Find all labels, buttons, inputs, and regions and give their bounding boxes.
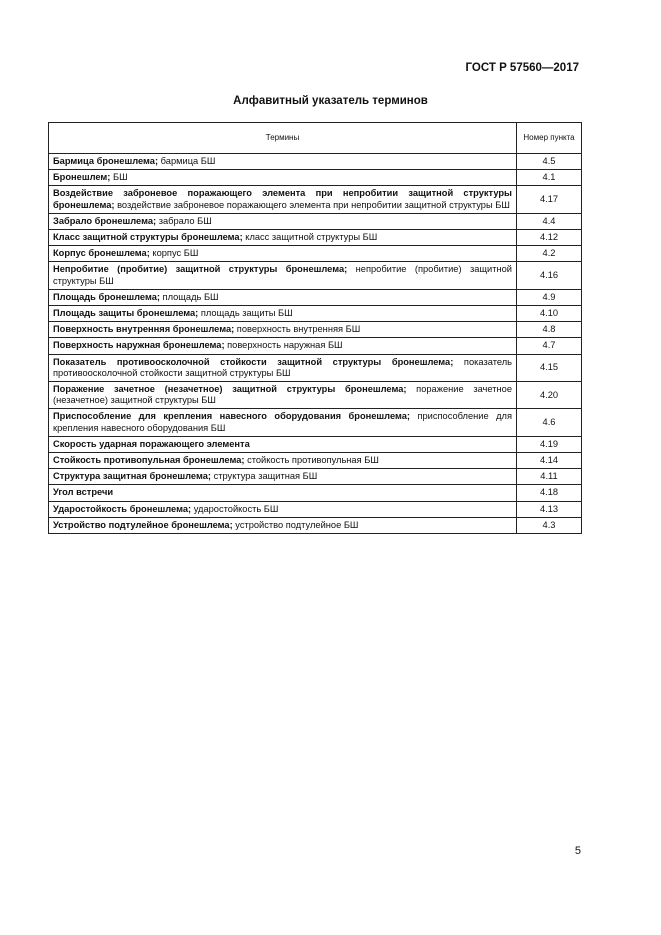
term-name: Бронешлем; (53, 172, 111, 183)
term-name: Непробитие (пробитие) защитной структуры бронешлема; (53, 264, 348, 275)
term-name: Угол встречи (53, 487, 114, 498)
term-cell (49, 354, 517, 381)
term-abbrev: поверхность внутренняя БШ (234, 324, 361, 335)
table-row (49, 154, 582, 170)
term-cell (49, 485, 517, 501)
term-abbrev: класс защитной структуры БШ (242, 232, 378, 243)
term-name: Приспособление для крепления навесного оборудования бронешлема; (53, 411, 411, 422)
term-name: Поверхность наружная бронешлема; (53, 340, 225, 351)
term-abbrev: поверхность наружная БШ (224, 340, 343, 351)
table-row (49, 262, 582, 289)
term-abbrev: корпус БШ (149, 248, 199, 259)
table-row (49, 354, 582, 381)
table-row (49, 517, 582, 533)
item-number: 4.7 (517, 338, 582, 354)
item-number: 4.10 (517, 306, 582, 322)
term-cell (49, 289, 517, 305)
term-cell (49, 469, 517, 485)
term-cell (49, 338, 517, 354)
term-cell (49, 453, 517, 469)
term-name: Скорость ударная поражающего элемента (53, 438, 250, 449)
table-row (49, 485, 582, 501)
term-cell (49, 262, 517, 289)
term-cell (49, 382, 517, 409)
item-number: 4.15 (517, 354, 582, 381)
term-abbrev: воздействие заброневое поражающего элемента при непробитии защитной структуры БШ (114, 199, 510, 210)
term-name: Бармица бронешлема; (53, 156, 159, 166)
term-abbrev: БШ (110, 172, 128, 183)
item-number: 4.4 (517, 213, 582, 229)
term-name: Ударостойкость бронешлема; (53, 503, 192, 514)
table-row (49, 453, 582, 469)
table-row (49, 289, 582, 305)
table-row (49, 170, 582, 186)
table-row (49, 436, 582, 452)
term-name: Забрало бронешлема; (53, 215, 157, 226)
item-number: 4.18 (517, 485, 582, 501)
item-number: 4.5 (517, 154, 582, 170)
table-row (49, 230, 582, 246)
term-cell (49, 213, 517, 229)
term-abbrev: площадь БШ (159, 291, 219, 302)
page-number: 5 (574, 845, 581, 857)
term-name: Площадь защиты бронешлема; (53, 308, 199, 319)
item-number: 4.2 (517, 246, 582, 262)
document-code: ГОСТ Р 57560—2017 (465, 62, 579, 74)
term-cell (49, 306, 517, 322)
table-row (49, 338, 582, 354)
header-number: Номер пункта (517, 123, 582, 154)
item-number: 4.9 (517, 289, 582, 305)
table-row (49, 213, 582, 229)
table-row (49, 246, 582, 262)
term-cell (49, 186, 517, 213)
term-abbrev: приспособление для крепления навесного оборудования БШ (53, 411, 512, 433)
term-name: Поражение зачетное (незачетное) защитной структуры бронешлема; (53, 384, 407, 395)
term-name: Структура защитная бронешлема; (53, 471, 211, 482)
term-name: Поверхность внутренняя бронешлема; (53, 324, 235, 335)
term-abbrev: показатель противоосколочной стойкости защитной структуры БШ (53, 356, 512, 378)
term-abbrev: поражение зачетное (незачетное) защитной структуры БШ (53, 384, 512, 406)
item-number: 4.12 (517, 230, 582, 246)
item-number: 4.6 (517, 409, 582, 436)
term-abbrev: устройство подтулейное БШ (232, 519, 359, 530)
term-name: Корпус бронешлема; (53, 248, 150, 259)
term-abbrev: непробитие (пробитие) защитной структуры БШ (53, 264, 513, 286)
term-name: Устройство подтулейное бронешлема; (53, 519, 233, 530)
item-number: 4.3 (517, 517, 582, 533)
table-body (49, 154, 582, 534)
term-abbrev: площадь защиты БШ (198, 308, 293, 319)
table-row (49, 382, 582, 409)
term-cell (49, 436, 517, 452)
term-cell (49, 154, 517, 170)
term-abbrev: бармица БШ (158, 156, 216, 166)
term-name: Стойкость противопульная бронешлема; (53, 455, 245, 466)
term-name: Класс защитной структуры бронешлема; (53, 232, 243, 243)
term-abbrev: структура защитная БШ (210, 471, 318, 482)
item-number: 4.11 (517, 469, 582, 485)
item-number: 4.20 (517, 382, 582, 409)
table-header-row (49, 123, 582, 154)
table-row (49, 469, 582, 485)
item-number: 4.1 (517, 170, 582, 186)
term-cell (49, 409, 517, 436)
term-name: Площадь бронешлема; (53, 291, 160, 302)
item-number: 4.17 (517, 186, 582, 213)
table-row (49, 501, 582, 517)
term-name: Показатель противоосколочной стойкости защитной структуры бронешлема; (53, 356, 454, 367)
term-cell (49, 230, 517, 246)
header-terms: Термины (49, 123, 517, 154)
term-cell (49, 501, 517, 517)
item-number: 4.19 (517, 436, 582, 452)
term-cell (49, 246, 517, 262)
item-number: 4.8 (517, 322, 582, 338)
table-row (49, 306, 582, 322)
item-number: 4.14 (517, 453, 582, 469)
table-row (49, 186, 582, 213)
term-cell (49, 170, 517, 186)
item-number: 4.13 (517, 501, 582, 517)
item-number: 4.16 (517, 262, 582, 289)
term-cell (49, 517, 517, 533)
table-row (49, 409, 582, 436)
term-cell (49, 322, 517, 338)
term-abbrev: стойкость противопульная БШ (244, 455, 379, 466)
terms-index-table (48, 122, 582, 534)
table-row (49, 322, 582, 338)
term-abbrev: ударостойкость БШ (191, 503, 279, 514)
term-name: Воздействие заброневое поражающего элемента при непробитии защитной структуры бронешлема; (53, 188, 512, 210)
page-title: Алфавитный указатель терминов (233, 95, 428, 107)
term-abbrev: забрало БШ (156, 215, 212, 226)
